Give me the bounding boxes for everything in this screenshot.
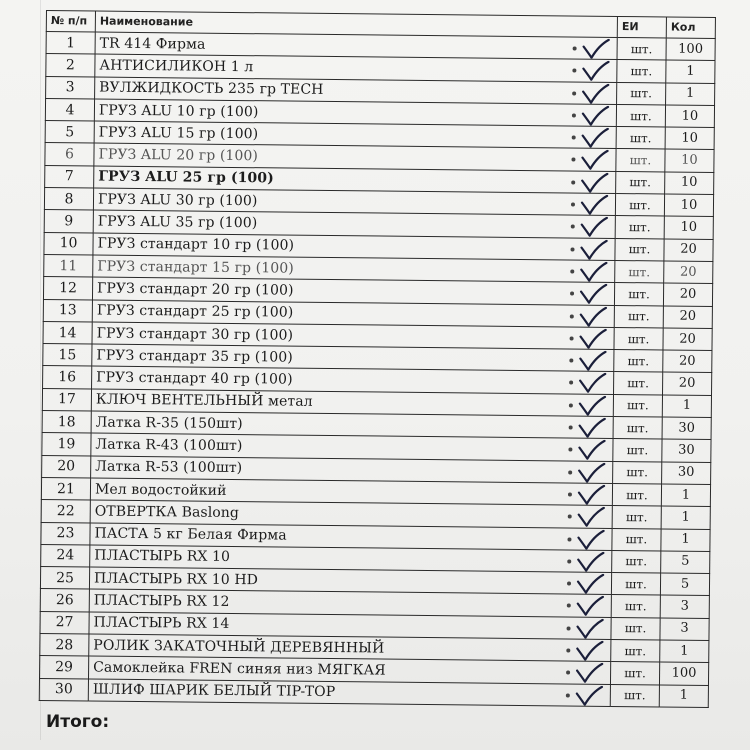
- item-unit: шт.: [616, 127, 665, 150]
- row-number: 27: [40, 611, 89, 634]
- item-quantity: 10: [665, 105, 714, 128]
- row-number: 3: [46, 76, 95, 99]
- row-number: 21: [41, 477, 90, 500]
- handwritten-checkmark-icon: [579, 217, 609, 238]
- item-unit: шт.: [612, 550, 661, 573]
- item-name: Самоклейка FREN синяя низ МЯГКАЯ: [93, 659, 386, 679]
- item-name: ГРУЗ стандарт 15 гр (100): [97, 258, 294, 277]
- item-unit: шт.: [614, 283, 663, 306]
- pencil-dot-mark: [566, 648, 570, 652]
- handwritten-checkmark-icon: [578, 284, 608, 305]
- item-quantity: 1: [666, 83, 715, 106]
- handwritten-checkmark-icon: [576, 485, 606, 506]
- pencil-dot-mark: [568, 470, 572, 474]
- item-unit: шт.: [612, 506, 661, 529]
- row-number: 20: [42, 455, 91, 478]
- item-quantity: 5: [661, 551, 710, 574]
- pencil-dot-mark: [571, 203, 575, 207]
- handwritten-checkmark-icon: [577, 328, 607, 349]
- item-name: ШЛИФ ШАРИК БЕЛЫЙ TIP-TOP: [92, 681, 336, 701]
- pencil-dot-mark: [567, 559, 571, 563]
- handwritten-checkmark-icon: [577, 351, 607, 372]
- row-number: 30: [39, 678, 88, 701]
- item-unit: шт.: [617, 60, 666, 83]
- pencil-dot-mark: [570, 336, 574, 340]
- item-name: ПЛАСТЫРЬ RX 14: [93, 614, 230, 633]
- row-number: 26: [40, 589, 89, 612]
- row-number: 12: [43, 277, 92, 300]
- item-quantity: 20: [663, 372, 712, 395]
- item-unit: шт.: [616, 149, 665, 172]
- item-unit: шт.: [613, 439, 662, 462]
- pencil-dot-mark: [572, 69, 576, 73]
- pencil-dot-mark: [569, 426, 573, 430]
- handwritten-checkmark-icon: [576, 507, 606, 528]
- item-unit: шт.: [611, 639, 660, 662]
- pencil-dot-mark: [567, 626, 571, 630]
- items-table-body: [39, 32, 715, 708]
- item-quantity: 10: [665, 149, 714, 172]
- handwritten-checkmark-icon: [580, 105, 610, 126]
- pencil-dot-mark: [570, 292, 574, 296]
- handwritten-checkmark-icon: [580, 128, 610, 149]
- pencil-dot-mark: [572, 91, 576, 95]
- pencil-dot-mark: [572, 136, 576, 140]
- item-unit: шт.: [614, 305, 663, 328]
- row-number: 16: [43, 366, 92, 389]
- handwritten-checkmark-icon: [578, 306, 608, 327]
- pencil-dot-mark: [569, 381, 573, 385]
- pencil-dot-mark: [567, 604, 571, 608]
- item-unit: шт.: [611, 595, 660, 618]
- handwritten-checkmark-icon: [575, 551, 605, 572]
- item-quantity: 30: [662, 417, 711, 440]
- item-quantity: 20: [663, 328, 712, 351]
- item-unit: шт.: [615, 238, 664, 261]
- item-name: TR 414 Фирма: [99, 35, 206, 53]
- item-quantity: 1: [666, 60, 715, 83]
- pencil-dot-mark: [571, 180, 575, 184]
- item-name: Латка R-53 (100шт): [95, 458, 243, 477]
- item-name: ГРУЗ ALU 20 гр (100): [98, 146, 259, 165]
- row-number: 22: [41, 500, 90, 523]
- item-name: ПЛАСТЫРЬ RX 10: [94, 548, 231, 566]
- pencil-dot-mark: [572, 113, 576, 117]
- item-name: ГРУЗ стандарт 30 гр (100): [96, 325, 294, 344]
- handwritten-checkmark-icon: [574, 663, 604, 684]
- handwritten-checkmark-icon: [574, 641, 604, 662]
- item-unit: шт.: [610, 684, 659, 707]
- item-name: Латка R-35 (150шт): [95, 414, 243, 432]
- item-name: ГРУЗ ALU 25 гр (100): [98, 168, 274, 187]
- row-number: 6: [45, 143, 94, 166]
- pencil-dot-mark: [571, 247, 575, 251]
- handwritten-checkmark-icon: [575, 574, 605, 595]
- pencil-dot-mark: [566, 671, 570, 675]
- row-number: 28: [40, 633, 89, 656]
- row-number: 5: [45, 121, 94, 144]
- row-number: 1: [46, 32, 95, 55]
- item-name: АНТИСИЛИКОН 1 л: [99, 57, 254, 76]
- item-name: ПАСТА 5 кг Белая Фирма: [94, 525, 287, 544]
- pencil-dot-mark: [571, 158, 575, 162]
- row-number: 2: [46, 54, 95, 77]
- item-quantity: 1: [661, 529, 710, 552]
- row-number: 14: [43, 321, 92, 344]
- handwritten-checkmark-icon: [574, 618, 604, 639]
- item-name: ГРУЗ стандарт 40 гр (100): [96, 369, 293, 388]
- item-quantity: 100: [659, 662, 708, 685]
- item-unit: шт.: [616, 104, 665, 127]
- item-name: ГРУЗ ALU 30 гр (100): [97, 191, 258, 209]
- item-unit: шт.: [612, 528, 661, 551]
- item-quantity: 10: [665, 127, 714, 150]
- item-quantity: 30: [662, 439, 711, 462]
- items-table: [39, 10, 716, 708]
- row-number: 11: [44, 254, 93, 277]
- item-name: ГРУЗ ALU 15 гр (100): [98, 124, 259, 143]
- pencil-dot-mark: [570, 314, 574, 318]
- item-quantity: 10: [665, 172, 714, 195]
- item-unit: шт.: [616, 171, 665, 194]
- item-quantity: 100: [666, 38, 715, 61]
- item-name: ВУЛЖИДКОСТЬ 235 гр TECH: [99, 79, 324, 99]
- item-unit: шт.: [614, 350, 663, 373]
- row-number: 4: [45, 98, 94, 121]
- handwritten-checkmark-icon: [577, 373, 607, 394]
- item-unit: шт.: [612, 483, 661, 506]
- row-number: 17: [42, 388, 91, 411]
- item-name: ГРУЗ стандарт 10 гр (100): [97, 235, 295, 254]
- row-number: 10: [44, 232, 93, 255]
- pencil-dot-mark: [570, 269, 574, 273]
- pencil-dot-mark: [568, 492, 572, 496]
- item-name: ГРУЗ ALU 35 гр (100): [97, 213, 258, 232]
- pencil-dot-mark: [568, 515, 572, 519]
- item-quantity: 20: [664, 261, 713, 284]
- handwritten-checkmark-icon: [580, 83, 610, 104]
- handwritten-checkmark-icon: [580, 61, 610, 82]
- row-number: 29: [40, 656, 89, 679]
- item-quantity: 1: [660, 640, 709, 663]
- item-quantity: 20: [663, 283, 712, 306]
- item-name: ГРУЗ ALU 10 гр (100): [98, 102, 259, 120]
- handwritten-checkmark-icon: [579, 150, 609, 171]
- pencil-dot-mark: [571, 225, 575, 229]
- item-quantity: 30: [662, 462, 711, 485]
- item-name: ПЛАСТЫРЬ RX 10 HD: [93, 570, 259, 589]
- item-unit: шт.: [614, 372, 663, 395]
- item-quantity: 20: [663, 350, 712, 373]
- handwritten-checkmark-icon: [578, 239, 608, 260]
- handwritten-checkmark-icon: [576, 440, 606, 461]
- item-name: ГРУЗ стандарт 25 гр (100): [96, 302, 294, 321]
- item-quantity: 10: [664, 194, 713, 217]
- handwritten-checkmark-icon: [575, 529, 605, 550]
- row-number: 24: [41, 544, 90, 567]
- item-quantity: 1: [662, 395, 711, 418]
- handwritten-checkmark-icon: [580, 39, 610, 60]
- item-name: Мел водостойкий: [94, 481, 227, 499]
- pencil-dot-mark: [567, 582, 571, 586]
- row-number: 15: [43, 344, 92, 367]
- item-unit: шт.: [611, 617, 660, 640]
- pencil-dot-mark: [566, 693, 570, 697]
- handwritten-checkmark-icon: [578, 262, 608, 283]
- item-quantity: 3: [660, 618, 709, 641]
- item-name: КЛЮЧ ВЕНТЕЛЬНЫЙ метал: [95, 391, 313, 411]
- total-label: Итого:: [46, 712, 110, 732]
- item-name: ГРУЗ стандарт 20 гр (100): [97, 280, 294, 299]
- item-unit: шт.: [610, 662, 659, 685]
- item-unit: шт.: [614, 327, 663, 350]
- item-quantity: 1: [661, 506, 710, 529]
- item-quantity: 1: [661, 484, 710, 507]
- handwritten-checkmark-icon: [579, 172, 609, 193]
- pencil-dot-mark: [569, 359, 573, 363]
- item-quantity: 20: [664, 239, 713, 262]
- header-unit: ЕИ: [617, 16, 666, 38]
- item-name-cell: [88, 679, 610, 707]
- item-unit: шт.: [617, 82, 666, 105]
- item-quantity: 10: [664, 216, 713, 239]
- item-quantity: 5: [660, 573, 709, 596]
- item-name: Латка R-43 (100шт): [95, 436, 243, 455]
- item-unit: шт.: [617, 37, 666, 60]
- item-unit: шт.: [611, 573, 660, 596]
- header-name: Наименование: [95, 11, 617, 37]
- item-quantity: 1: [659, 685, 708, 708]
- row-number: 25: [40, 567, 89, 590]
- row-number: 8: [44, 188, 93, 211]
- row-number: 19: [42, 433, 91, 456]
- header-num: № п/п: [46, 11, 95, 33]
- row-number: 9: [44, 210, 93, 233]
- item-unit: шт.: [615, 194, 664, 217]
- row-number: 7: [45, 165, 94, 188]
- item-name: РОЛИК ЗАКАТОЧНЫЙ ДЕРЕВЯННЫЙ: [93, 637, 385, 657]
- handwritten-checkmark-icon: [579, 195, 609, 216]
- pencil-dot-mark: [569, 403, 573, 407]
- handwritten-checkmark-icon: [574, 685, 604, 706]
- pencil-dot-mark: [573, 47, 577, 51]
- item-quantity: 3: [660, 595, 709, 618]
- item-name: ОТВЕРТКА Baslong: [94, 503, 240, 521]
- item-name: ПЛАСТЫРЬ RX 12: [93, 592, 230, 611]
- header-qty: Кол: [666, 17, 715, 39]
- item-name: ГРУЗ стандарт 35 гр (100): [96, 347, 293, 366]
- pencil-dot-mark: [567, 537, 571, 541]
- handwritten-checkmark-icon: [575, 596, 605, 617]
- item-unit: шт.: [613, 461, 662, 484]
- item-quantity: 20: [663, 306, 712, 329]
- item-unit: шт.: [613, 417, 662, 440]
- pencil-dot-mark: [568, 448, 572, 452]
- handwritten-checkmark-icon: [577, 418, 607, 439]
- item-unit: шт.: [615, 260, 664, 283]
- handwritten-checkmark-icon: [577, 395, 607, 416]
- row-number: 13: [43, 299, 92, 322]
- item-unit: шт.: [613, 394, 662, 417]
- invoice-sheet: [39, 10, 716, 708]
- row-number: 23: [41, 522, 90, 545]
- item-unit: шт.: [615, 216, 664, 239]
- row-number: 18: [42, 411, 91, 434]
- handwritten-checkmark-icon: [576, 462, 606, 483]
